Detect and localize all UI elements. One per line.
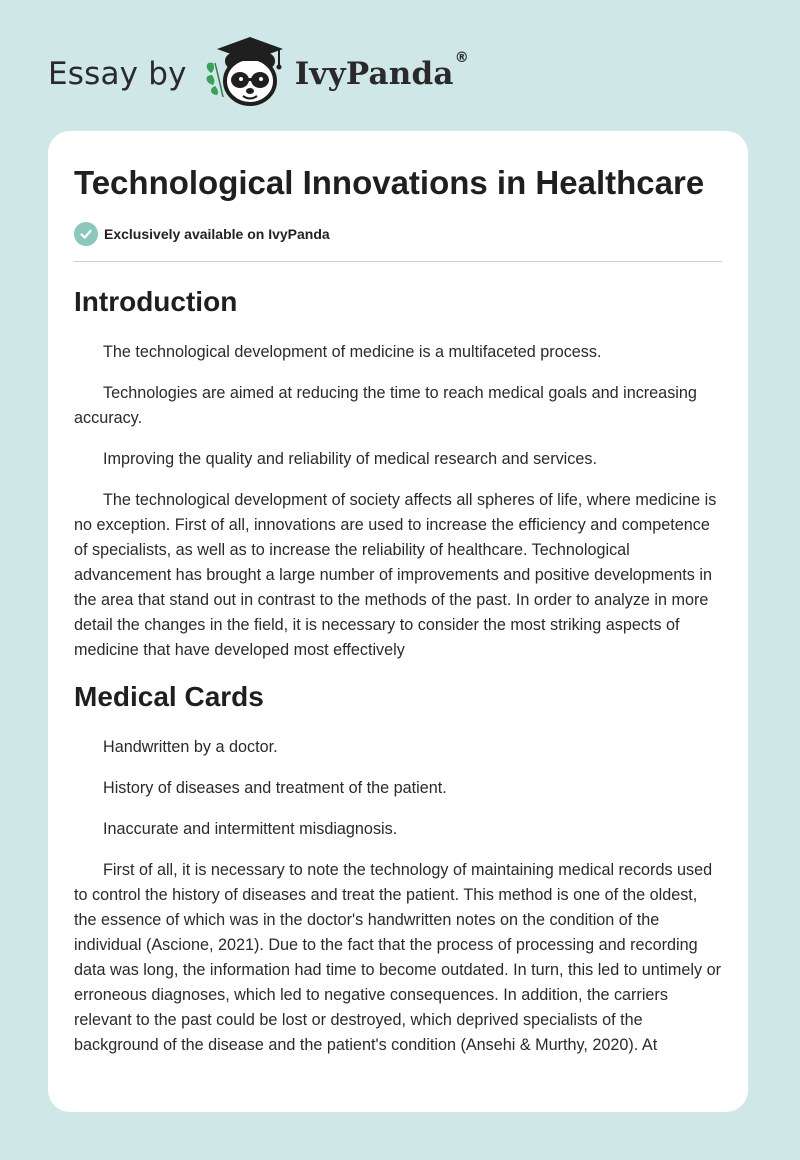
title-divider <box>74 261 722 262</box>
registered-mark: ® <box>454 50 469 66</box>
paragraph: First of all, it is necessary to note the technology of maintaining medical records used to control the history of diseases and treat the patient. This method is one of the oldest, the essence of which was in the doctor's handwritten notes on the condition of the individual (Ascione, 2021). Due to the fact that the process of processing and recording data was long, the information had time to become outdated. In turn, this led to untimely or erroneous diagnoses, which led to negative consequences. In addition, the carriers relevant to the past could be lost or destroyed, which deprived specialists of the background of the disease and the patient's condition (Ansehi & Murthy, 2020). At <box>74 861 721 1054</box>
section-introduction <box>74 284 722 663</box>
panda-graduate-icon <box>201 33 289 116</box>
section-heading: Medical Cards <box>74 681 264 712</box>
paragraph: Technologies are aimed at reducing the time to reach medical goals and increasing accuracy. <box>74 384 697 427</box>
section-medical-cards <box>74 679 722 1058</box>
essay-title: Technological Innovations in Healthcare <box>74 164 705 201</box>
paragraph: Inaccurate and intermittent misdiagnosis. <box>103 820 398 838</box>
paragraph: Improving the quality and reliability of medical research and services. <box>103 450 597 468</box>
checkmark-icon <box>74 222 98 246</box>
ivypanda-logo-link[interactable] <box>201 33 469 116</box>
badge-text: Exclusively available on IvyPanda <box>104 226 330 242</box>
paragraph: The technological development of medicine is a multifaceted process. <box>103 343 602 361</box>
brand-name: IvyPanda® <box>294 50 469 92</box>
essay-by-label: Essay by <box>48 56 187 92</box>
paragraph: History of diseases and treatment of the patient. <box>103 779 447 797</box>
site-header <box>48 34 469 114</box>
exclusive-badge <box>74 221 722 247</box>
essay-card <box>48 131 748 1112</box>
paragraph: Handwritten by a doctor. <box>103 738 278 756</box>
paragraph: The technological development of society affects all spheres of life, where medicine is no exception. First of all, innovations are used to increase the efficiency and competence of specialists, as well as to increase the reliability of healthcare. Technological advancement has brought a large number of improvements and positive developments in the area that stand out in contrast to the methods of the past. In order to analyze in more detail the changes in the field, it is necessary to consider the most striking aspects of medicine that have developed most effectively <box>74 491 717 659</box>
section-heading: Introduction <box>74 286 238 317</box>
